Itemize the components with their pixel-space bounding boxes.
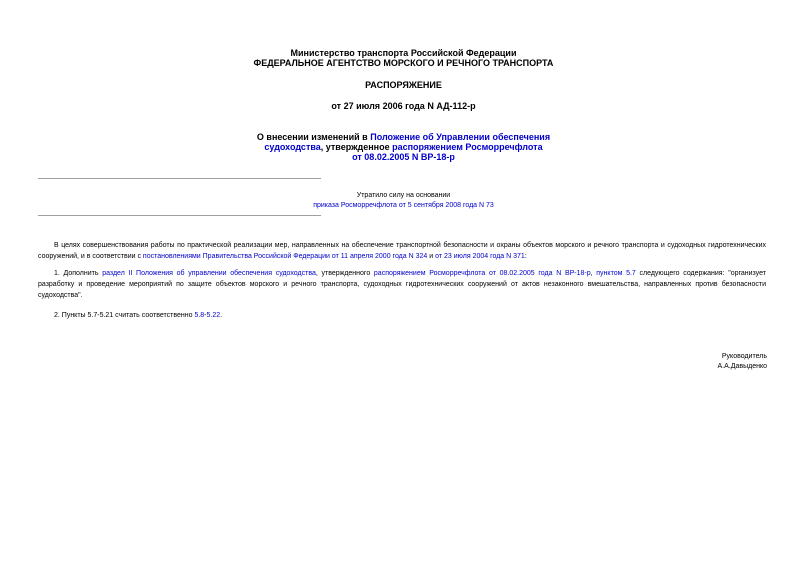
preamble-text-end: :	[524, 253, 527, 260]
signature-name: А.А.Давыденко	[717, 363, 767, 370]
preamble-paragraph	[38, 240, 766, 262]
status-link-order[interactable]: приказа Росморречфлота от 5 сентября 2008 года N 73	[313, 202, 494, 209]
agency-heading: ФЕДЕРАЛЬНОЕ АГЕНТСТВО МОРСКОГО И РЕЧНОГО ТРАНСПОРТА	[253, 58, 554, 68]
title-link-regulation-cont[interactable]: судоходства	[264, 142, 321, 152]
item-1-text-content: следующего содержания: "организует разработку и проведение мероприятий по защите объектов морского и речного транспорта, судоходных гидротехнических сооружений от актов незаконного вмешательства, направленных против безопасности судоходства".	[38, 270, 766, 299]
item-2-link-5-8[interactable]: 5.8	[194, 312, 205, 319]
title-text-approved: , утвержденное	[320, 142, 393, 152]
item-1-paragraph	[38, 268, 766, 301]
document-type: РАСПОРЯЖЕНИЕ	[365, 80, 442, 90]
divider-top	[38, 178, 321, 179]
preamble-text-and: и	[427, 253, 436, 260]
title-line-2	[0, 142, 807, 152]
title-link-regulation[interactable]: Положение об Управлении обеспечения	[370, 132, 551, 142]
signature-position: Руководитель	[721, 353, 767, 360]
item-1-link-section[interactable]: раздел II Положения об управлении обеспечения судоходства	[102, 270, 316, 277]
preamble-link-resolution-324[interactable]: постановлениями Правительства Российской Федерации от 11 апреля 2000 года N 324	[142, 253, 428, 260]
item-1-text-approved: , утвержденного	[315, 270, 374, 277]
title-text: О внесении изменений в	[256, 132, 371, 142]
ministry-heading: Министерство транспорта Российской Федерации	[290, 48, 517, 58]
title-line-3	[0, 152, 807, 162]
divider-bottom	[38, 215, 321, 216]
item-2-link-5-22[interactable]: 5.22	[206, 312, 221, 319]
item-2-paragraph	[38, 310, 766, 321]
document-date-number: от 27 июля 2006 года N АД-112-р	[331, 101, 476, 111]
status-note: Утратило силу на основании	[356, 192, 451, 199]
preamble-link-resolution-371[interactable]: от 23 июля 2004 года N 371	[435, 253, 525, 260]
item-1-text-comma: ,	[590, 270, 597, 277]
item-1-text: 1. Дополнить	[54, 270, 103, 277]
status-note-link-line	[0, 201, 807, 210]
item-2-text: 2. Пункты 5.7-5.21 считать соответственно	[54, 312, 195, 319]
item-1-link-order[interactable]: распоряжением Росморречфлота от 08.02.2005 года N ВР-18-р	[373, 270, 591, 277]
title-link-order[interactable]: распоряжением Росморречфлота	[392, 142, 543, 152]
item-1-link-point[interactable]: пунктом 5.7	[596, 270, 636, 277]
title-line-1	[0, 132, 807, 142]
item-2-text-dash: -	[204, 312, 207, 319]
item-2-text-end: .	[220, 312, 223, 319]
preamble-text: В целях совершенствования работы по практической реализации мер, направленных на обеспечение транспортной безопасности и охраны объектов морского и речного транспорта и судоходных гидротехнических сооружений, и в соответствии с	[38, 242, 766, 260]
title-link-order-date[interactable]: от 08.02.2005 N ВР-18-р	[352, 152, 455, 162]
